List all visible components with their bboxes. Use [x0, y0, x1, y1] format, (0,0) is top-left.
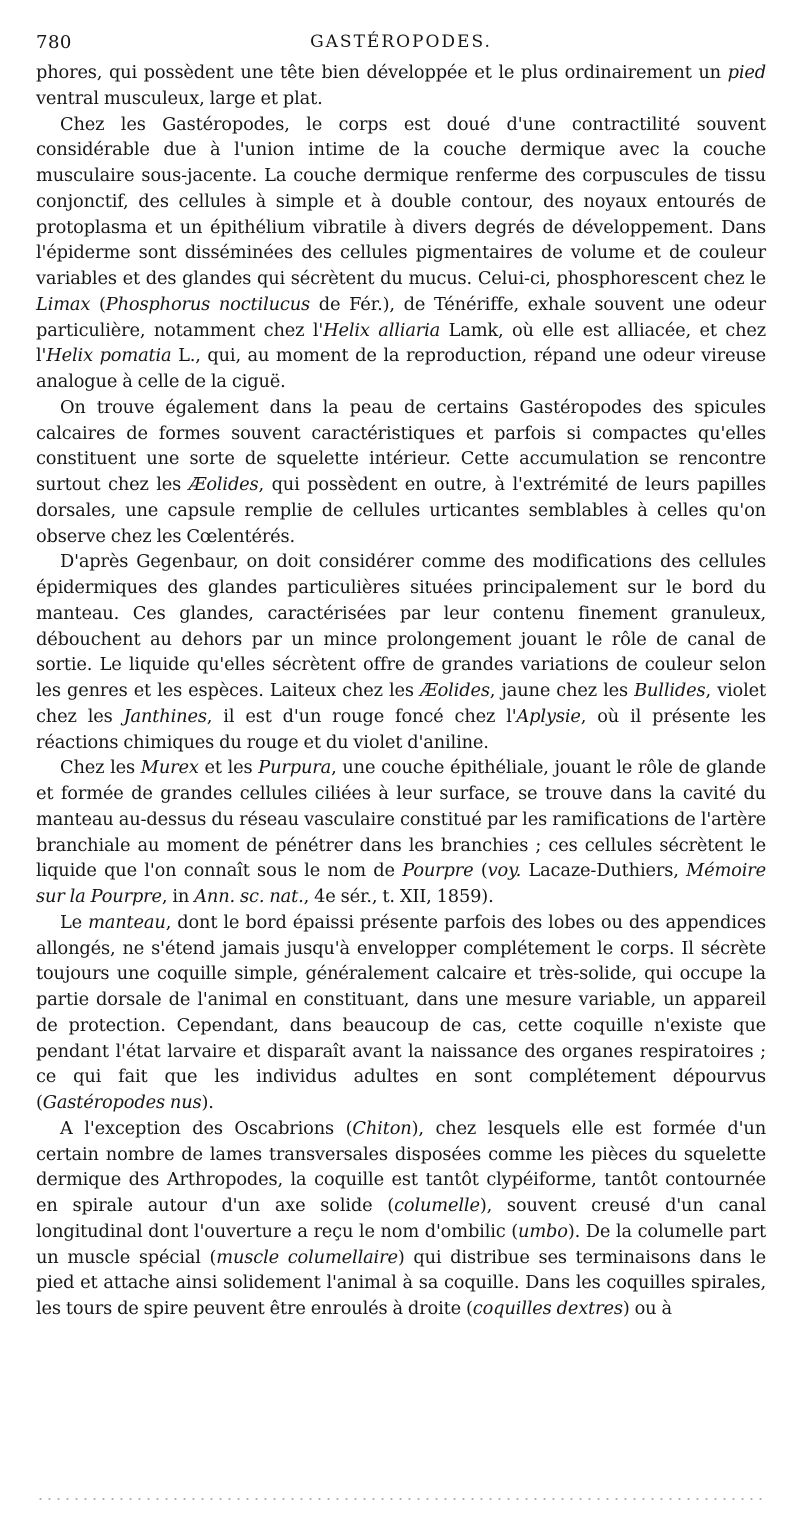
text-run: ), chez lesquels elle est formée d'un certain nombre de lames transversales disposées comme les pièces du squelette dermique des Arthropodes, la coquille est tantôt clypéiforme, tantôt contournée en spirale autour d'un axe solide (	[36, 1117, 766, 1216]
paragraph	[36, 60, 766, 112]
text-run: , 4e sér., t. XII, 1859).	[303, 886, 494, 907]
text-run: , dont le bord épaissi présente parfois des lobes ou des appendices allongés, ne s'étend jamais jusqu'à envelopper complétement le corps. Il sécrète toujours une coquille simple, généralement calcaire et très-solide, qui occupe la partie dorsale de l'animal en constituant, dans une mesure variable, un appareil de protection. Cependant, dans beaucoup de cas, cette coquille n'existe que pendant l'état larvaire et disparaît avant la naissance des organes respiratoires ; ce qui fait que les individus adultes en sont complétement dépourvus (	[36, 911, 766, 1113]
text-run: D'après Gegenbaur, on doit considérer comme des modifications des cellules épidermiques des glandes particulières situées principalement sur le bord du manteau. Ces glandes, caractérisées par leur contenu finement granuleux, débouchent au dehors par un mince prolongement jouant le rôle de canal de sortie. Le liquide qu'elles sécrètent offre de grandes variations de couleur selon les genres et les espèces. Laiteux chez les	[36, 551, 766, 701]
italic-text: coquilles dextres	[472, 1298, 623, 1319]
italic-text: Chiton	[352, 1117, 412, 1139]
text-run: ) qui distribue ses terminaisons dans le pied et attache ainsi solidement l'animal à sa coquille. Dans les coquilles spirales, les tours de spire peuvent être enroulés à droite (	[36, 1246, 766, 1319]
text-run: , où il présente les réactions chimiques du rouge et du violet d'aniline.	[36, 705, 766, 753]
paragraph	[36, 549, 766, 755]
text-run: de Fér.), de Ténériffe, exhale souvent une odeur particulière, notamment chez l'	[36, 293, 766, 341]
italic-text: Purpura	[258, 757, 332, 779]
paragraph	[36, 112, 766, 395]
text-run: , qui possèdent en outre, à l'extrémité de leurs papilles dorsales, une capsule remplie de cellules urticantes semblables à celles qu'on observe chez les Cœlentérés.	[36, 474, 766, 547]
text-run: ).	[201, 1092, 214, 1113]
italic-text: Janthines	[123, 705, 207, 727]
italic-text: voy.	[487, 860, 522, 882]
page-number: 780	[36, 32, 72, 53]
paragraph	[36, 395, 766, 550]
italic-text: Helix pomatia	[46, 345, 172, 367]
italic-text: manteau	[88, 911, 166, 933]
italic-text: Æolides	[188, 474, 259, 495]
paragraph	[36, 755, 766, 910]
text-run: , violet chez les	[36, 680, 766, 727]
italic-text: Ann. sc. nat.	[194, 886, 304, 907]
text-run: , il est d'un rouge foncé chez l'	[206, 705, 517, 727]
italic-text: Aplysie	[516, 705, 581, 727]
text-run: , in	[161, 886, 195, 907]
page-body	[36, 30, 766, 1322]
italic-text: Mémoire sur la Pourpre	[36, 860, 767, 907]
italic-text: umbo	[518, 1220, 568, 1242]
text-run: A l'exception des Oscabrions (	[60, 1117, 353, 1139]
text-run: Lamk, où elle est alliacée, et chez l'	[36, 319, 766, 367]
italic-text: pied	[727, 62, 766, 83]
footer-rule	[36, 1497, 766, 1501]
italic-text: Murex	[140, 757, 199, 779]
italic-text: columelle	[394, 1195, 480, 1216]
italic-text: Bullides	[634, 680, 706, 701]
text-run: L., qui, au moment de la reproduction, répand une odeur vireuse analogue à celle de la ciguë.	[36, 345, 766, 392]
italic-text: Æolides	[419, 680, 490, 701]
text-run: ). De la columelle part un muscle spécial (	[36, 1220, 766, 1268]
text-run: Chez les	[60, 757, 141, 779]
italic-text: Pourpre	[402, 860, 474, 882]
text-run: ) ou à	[622, 1298, 672, 1319]
text-run: et les	[198, 757, 259, 779]
text-run: ), souvent creusé d'un canal longitudinal dont l'ouverture a reçu le nom d'ombilic (	[36, 1195, 766, 1242]
text-run: (	[90, 293, 106, 315]
text-run: (	[473, 860, 488, 882]
page-title: GASTÉROPODES.	[310, 32, 492, 52]
text-run: On trouve également dans la peau de certains Gastéropodes des spicules calcaires de formes souvent caractéristiques et parfois si compactes qu'elles constituent une sorte de squelette intérieur. Cette accumulation se rencontre surtout chez les	[36, 396, 766, 495]
italic-text: Phosphorus noctilucus	[105, 293, 311, 315]
italic-text: Gastéropodes nus	[42, 1092, 202, 1113]
running-head	[36, 30, 766, 56]
text-run: Chez les Gastéropodes, le corps est doué d'une contractilité souvent considérable due à l'union intime de la couche dermique avec la couche musculaire sous-jacente. La couche dermique renferme des corpuscules de tissu conjonctif, des cellules à simple et à double contour, des noyaux entourés de protoplasma et un épithélium vibratile à divers degrés de développement. Dans l'épiderme sont disséminées des cellules pigmentaires de volume et de couleur variables et des glandes qui sécrètent du mucus. Celui-ci, phosphorescent chez le	[36, 113, 766, 289]
italic-text: Helix alliaria	[323, 319, 441, 341]
text-run: Le	[60, 911, 89, 933]
italic-text: muscle columellaire	[216, 1246, 398, 1268]
paragraph	[36, 1116, 766, 1322]
text-run: , une couche épithéliale, jouant le rôle de glande et formée de grandes cellules ciliées à leur surface, se trouve dans la cavité du manteau au-dessus du réseau vasculaire constitué par les ramifications de l'artère branchiale au moment de pénétrer dans les branchies ; ces cellules sécrètent le liquide que l'on connaît sous le nom de	[36, 757, 766, 882]
italic-text: Limax	[36, 293, 91, 315]
text-run: phores, qui possèdent une tête bien développée et le plus ordinairement un	[36, 62, 728, 83]
text-run: ventral musculeux, large et plat.	[36, 87, 323, 109]
text-run: Lacaze-Duthiers,	[521, 860, 687, 882]
text-run: , jaune chez les	[489, 680, 635, 701]
paragraph	[36, 910, 766, 1116]
